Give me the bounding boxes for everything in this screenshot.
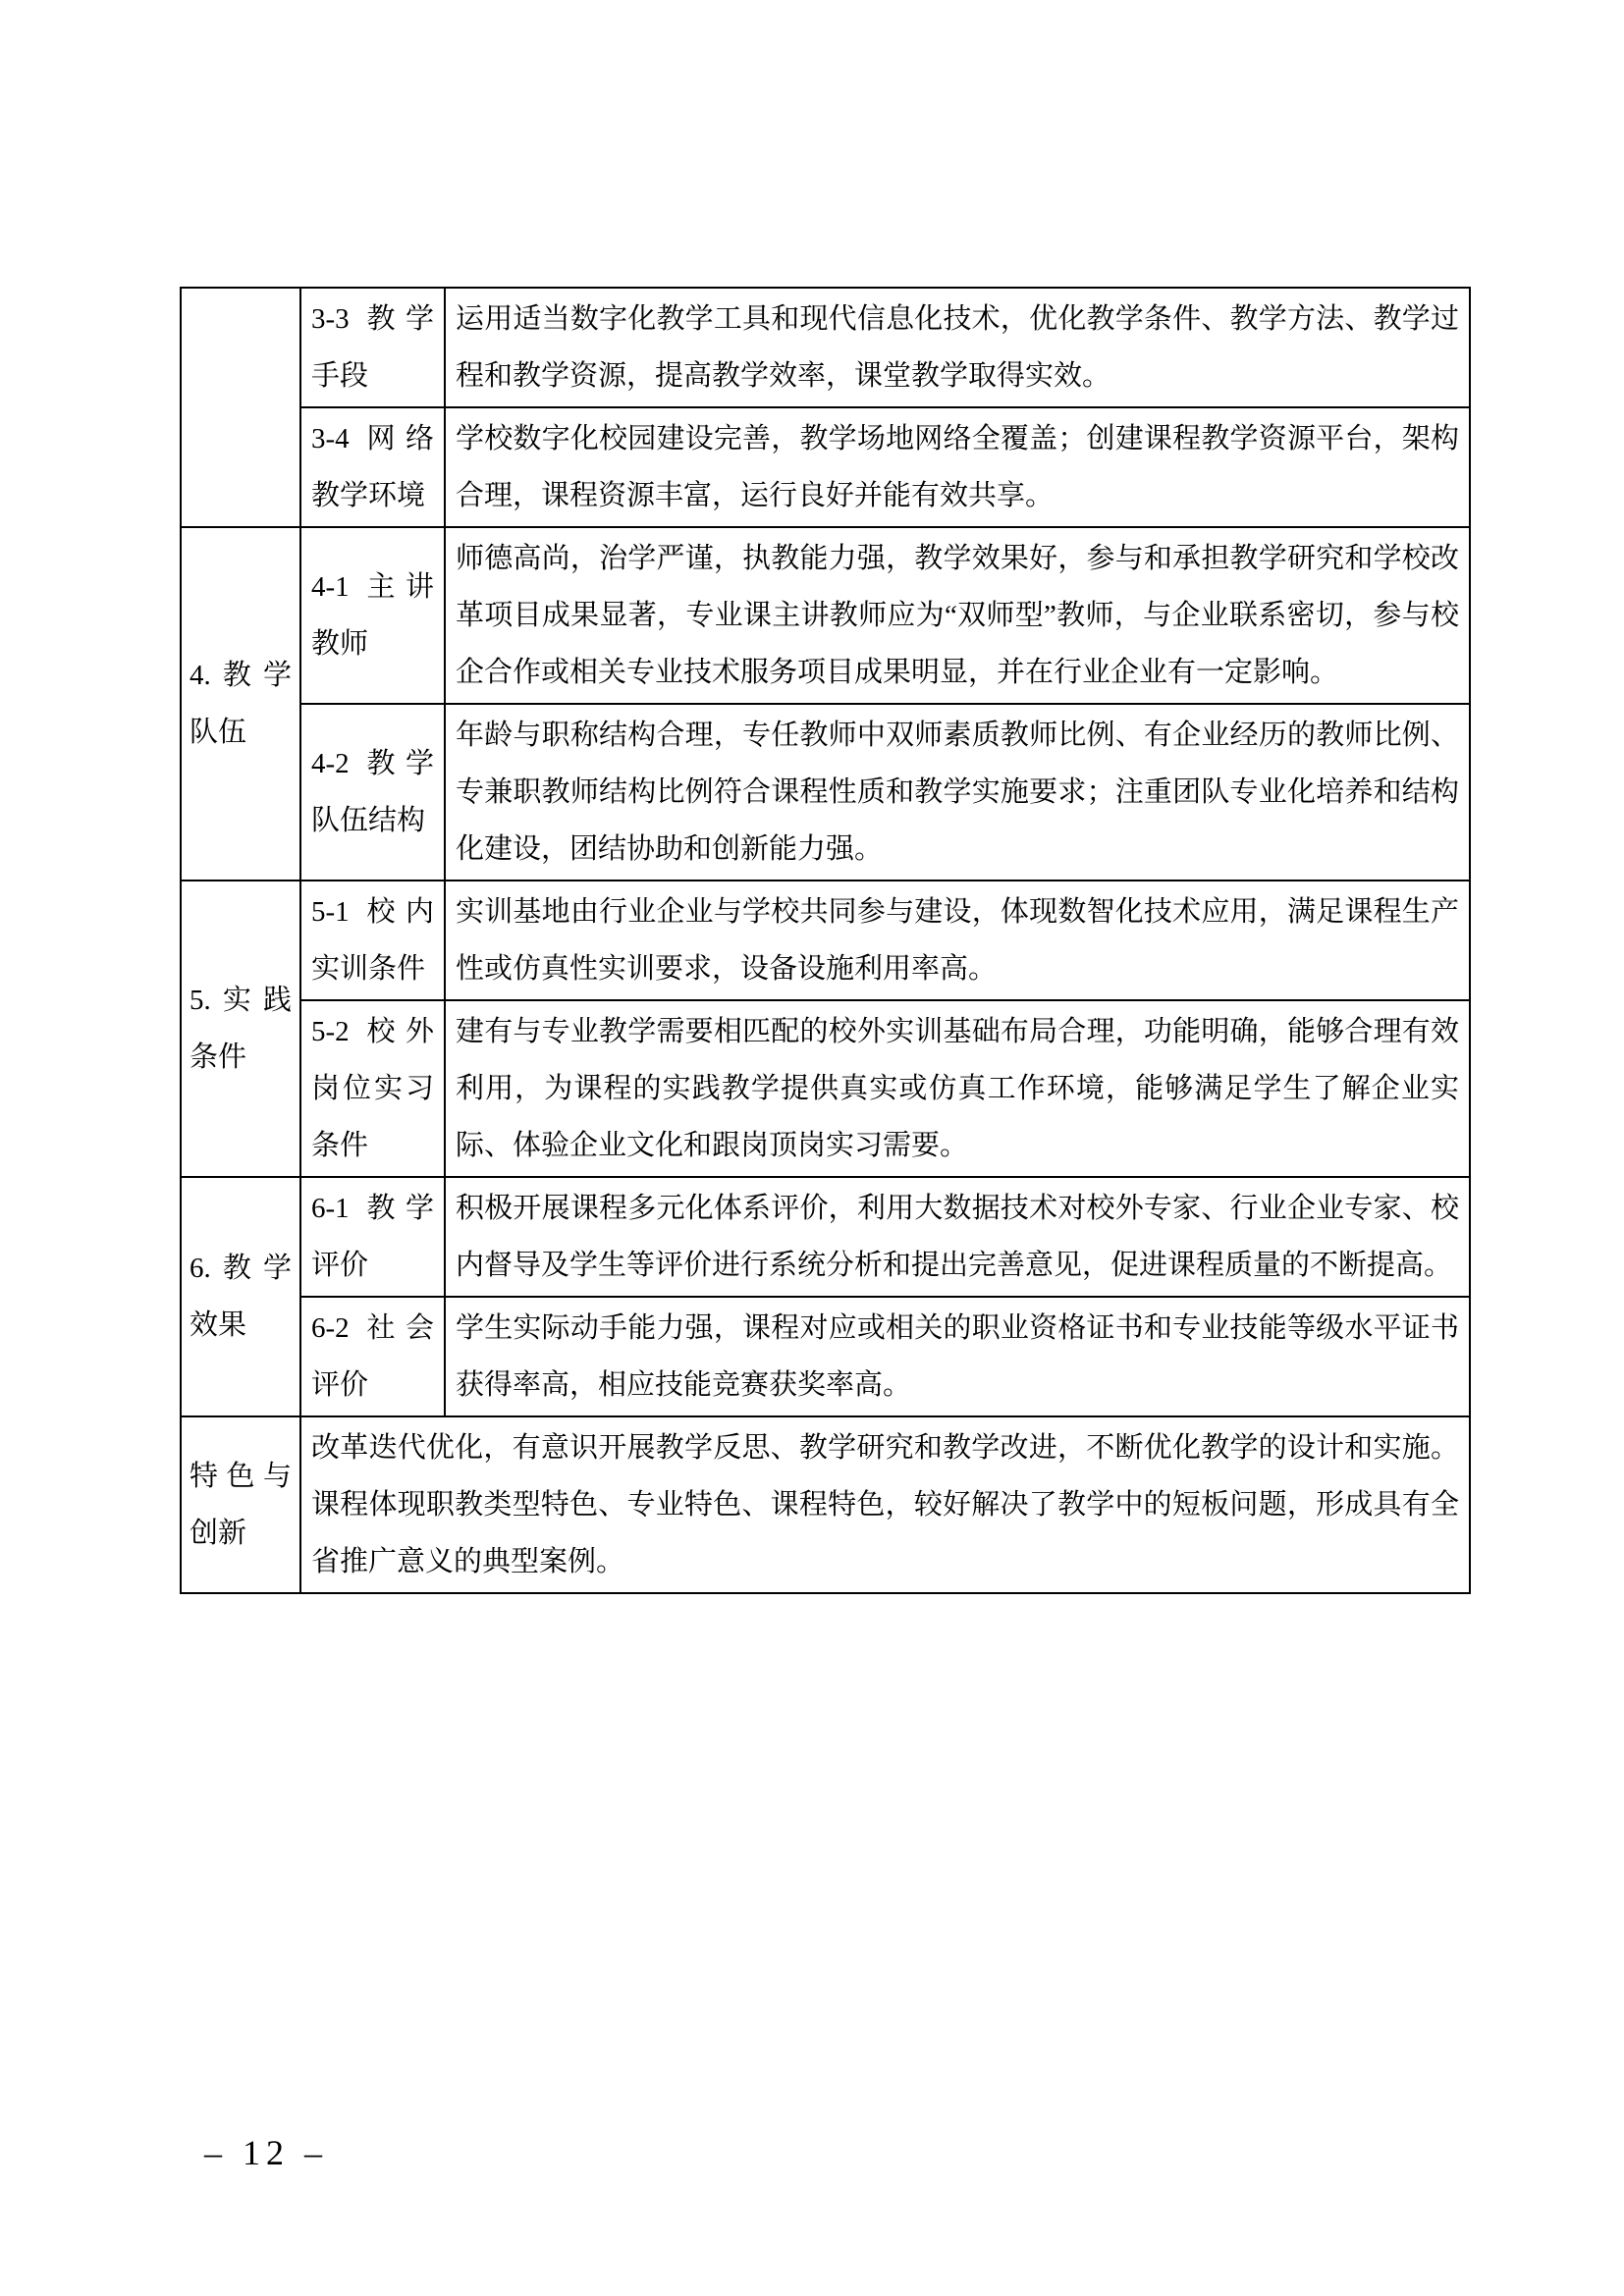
description-cell-features: 改革迭代优化，有意识开展教学反思、教学研究和教学改进，不断优化教学的设计和实施。课程体现职教类型特色、专业特色、课程特色，较好解决了教学中的短板问题，形成具有全省推广意义的典型案例。 <box>300 1416 1470 1593</box>
category-cell-4: 4.教学队伍 <box>181 527 300 881</box>
indicator-cell-4-2: 4-2 教学队伍结构 <box>300 704 445 881</box>
description-cell-5-2: 建有与专业教学需要相匹配的校外实训基础布局合理，功能明确，能够合理有效利用，为课程的实践教学提供真实或仿真工作环境，能够满足学生了解企业实际、体验企业文化和跟岗顶岗实习需要。 <box>445 1000 1470 1177</box>
indicator-cell-5-2: 5-2 校外岗位实习条件 <box>300 1000 445 1177</box>
evaluation-criteria-table <box>180 287 1471 1594</box>
table-row <box>181 881 1470 1000</box>
indicator-cell-6-1: 6-1 教学评价 <box>300 1177 445 1297</box>
table-row <box>181 1177 1470 1297</box>
category-cell-features: 特色与创新 <box>181 1416 300 1593</box>
description-cell-4-1: 师德高尚，治学严谨，执教能力强，教学效果好，参与和承担教学研究和学校改革项目成果显著，专业课主讲教师应为“双师型”教师，与企业联系密切，参与校企合作或相关专业技术服务项目成果明显，并在行业企业有一定影响。 <box>445 527 1470 704</box>
table-row <box>181 704 1470 881</box>
description-cell-5-1: 实训基地由行业企业与学校共同参与建设，体现数智化技术应用，满足课程生产性或仿真性实训要求，设备设施利用率高。 <box>445 881 1470 1000</box>
table-row <box>181 527 1470 704</box>
description-cell-3-4: 学校数字化校园建设完善，教学场地网络全覆盖；创建课程教学资源平台，架构合理，课程资源丰富，运行良好并能有效共享。 <box>445 407 1470 527</box>
category-cell-3 <box>181 288 300 527</box>
indicator-cell-6-2: 6-2 社会评价 <box>300 1297 445 1416</box>
category-cell-6: 6.教学效果 <box>181 1177 300 1416</box>
table-row <box>181 288 1470 407</box>
category-cell-5: 5.实践条件 <box>181 881 300 1177</box>
description-cell-3-3: 运用适当数字化教学工具和现代信息化技术，优化教学条件、教学方法、教学过程和教学资源，提高教学效率，课堂教学取得实效。 <box>445 288 1470 407</box>
table-row <box>181 407 1470 527</box>
table-row <box>181 1297 1470 1416</box>
page-number: – 12 – <box>204 2133 328 2172</box>
description-cell-6-2: 学生实际动手能力强，课程对应或相关的职业资格证书和专业技能等级水平证书获得率高，相应技能竞赛获奖率高。 <box>445 1297 1470 1416</box>
indicator-cell-3-3: 3-3 教学手段 <box>300 288 445 407</box>
table-row <box>181 1000 1470 1177</box>
description-cell-4-2: 年龄与职称结构合理，专任教师中双师素质教师比例、有企业经历的教师比例、专兼职教师结构比例符合课程性质和教学实施要求；注重团队专业化培养和结构化建设，团结协助和创新能力强。 <box>445 704 1470 881</box>
indicator-cell-3-4: 3-4 网络教学环境 <box>300 407 445 527</box>
table-row <box>181 1416 1470 1593</box>
indicator-cell-4-1: 4-1 主讲教师 <box>300 527 445 704</box>
description-cell-6-1: 积极开展课程多元化体系评价，利用大数据技术对校外专家、行业企业专家、校内督导及学生等评价进行系统分析和提出完善意见，促进课程质量的不断提高。 <box>445 1177 1470 1297</box>
indicator-cell-5-1: 5-1 校内实训条件 <box>300 881 445 1000</box>
